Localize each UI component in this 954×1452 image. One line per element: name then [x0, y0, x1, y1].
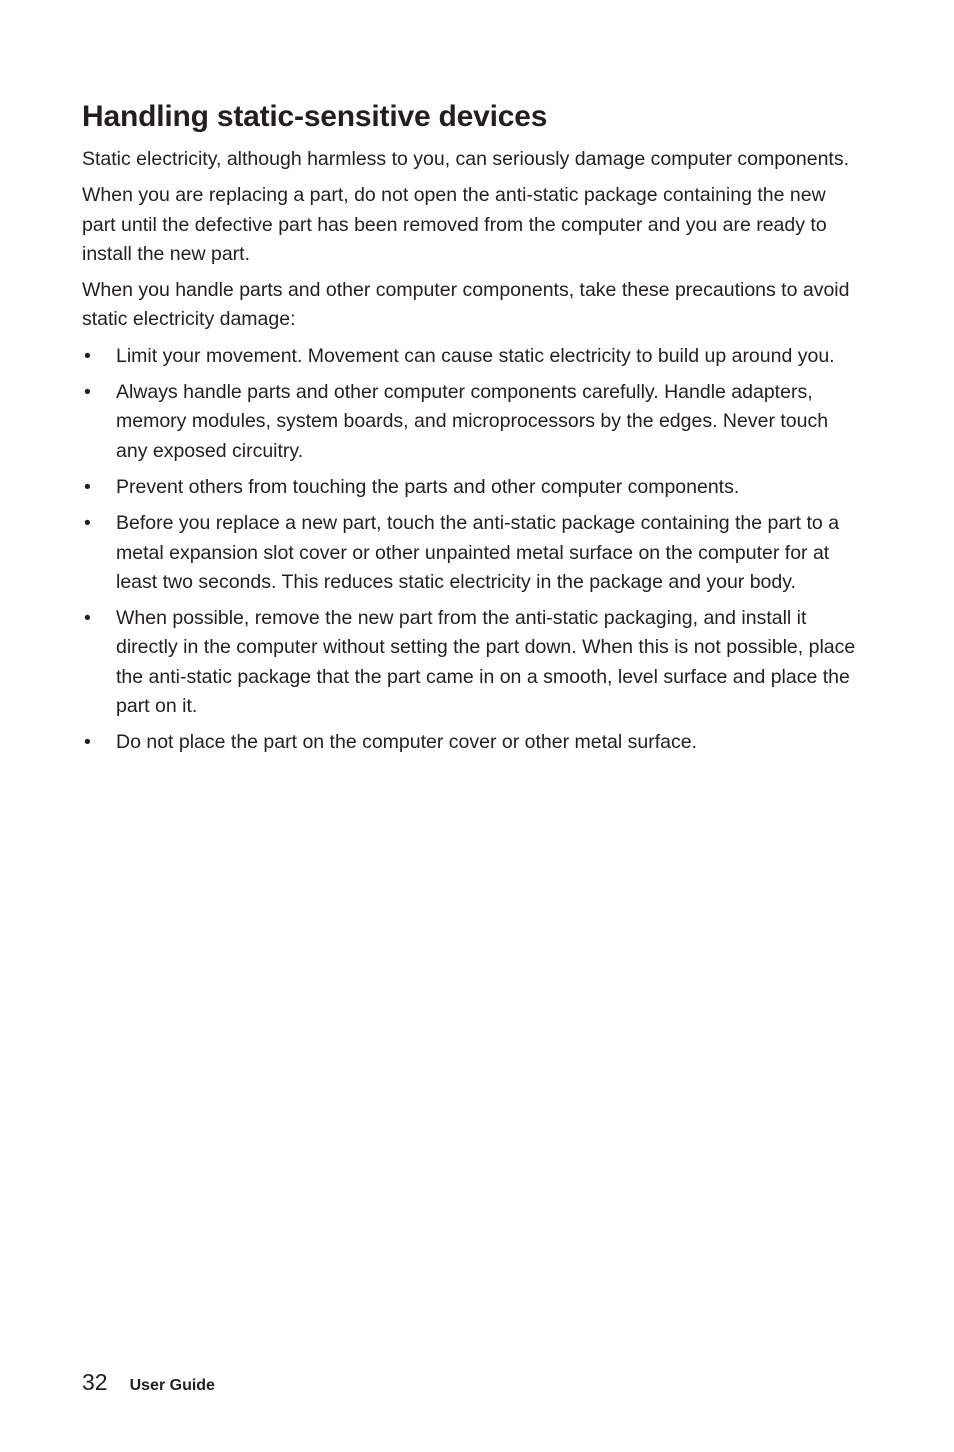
list-item-text: Prevent others from touching the parts and other computer components.: [116, 475, 740, 498]
precautions-intro-paragraph: When you handle parts and other computer components, take these precautions to avoid static electricity damage:: [82, 279, 850, 331]
list-item-text: Do not place the part on the computer cover or other metal surface.: [116, 731, 697, 754]
list-item: [82, 728, 858, 757]
list-item: [82, 604, 858, 721]
bullet-icon: •: [84, 731, 91, 754]
page-footer: [82, 1366, 215, 1398]
replacing-part-paragraph: When you are replacing a part, do not open the anti-static package containing the new part until the defective part has been removed from the computer and you are ready to install the new part.: [82, 184, 827, 265]
bullet-icon: •: [84, 381, 91, 404]
list-item: [82, 509, 858, 597]
bullet-icon: •: [84, 607, 91, 630]
document-title: User Guide: [129, 1377, 215, 1394]
list-item-text: When possible, remove the new part from the anti-static packaging, and install it directly in the computer without setting the part down. When this is not possible, place the anti-static package that the part came in on a smooth, level surface and place the part on it.: [116, 607, 856, 718]
list-item: [82, 378, 858, 466]
list-item-text: Always handle parts and other computer components carefully. Handle adapters, memory modules, system boards, and microprocessors by the edges. Never touch any exposed circuitry.: [116, 381, 829, 462]
section-heading: Handling static-sensitive devices: [82, 100, 548, 133]
list-item: [82, 473, 858, 502]
precautions-list: [82, 342, 858, 758]
list-item-text: Before you replace a new part, touch the anti-static package containing the part to a metal expansion slot cover or other unpainted metal surface on the computer for at least two seconds. This reduces static electricity in the package and your body.: [116, 512, 840, 593]
page-content: [82, 98, 858, 765]
page-number: 32: [82, 1369, 108, 1395]
intro-paragraph: Static electricity, although harmless to you, can seriously damage computer components.: [82, 148, 850, 170]
bullet-icon: •: [84, 475, 91, 498]
bullet-icon: •: [84, 512, 91, 535]
bullet-icon: •: [84, 344, 91, 367]
list-item: [82, 342, 858, 371]
list-item-text: Limit your movement. Movement can cause static electricity to build up around you.: [116, 344, 835, 367]
